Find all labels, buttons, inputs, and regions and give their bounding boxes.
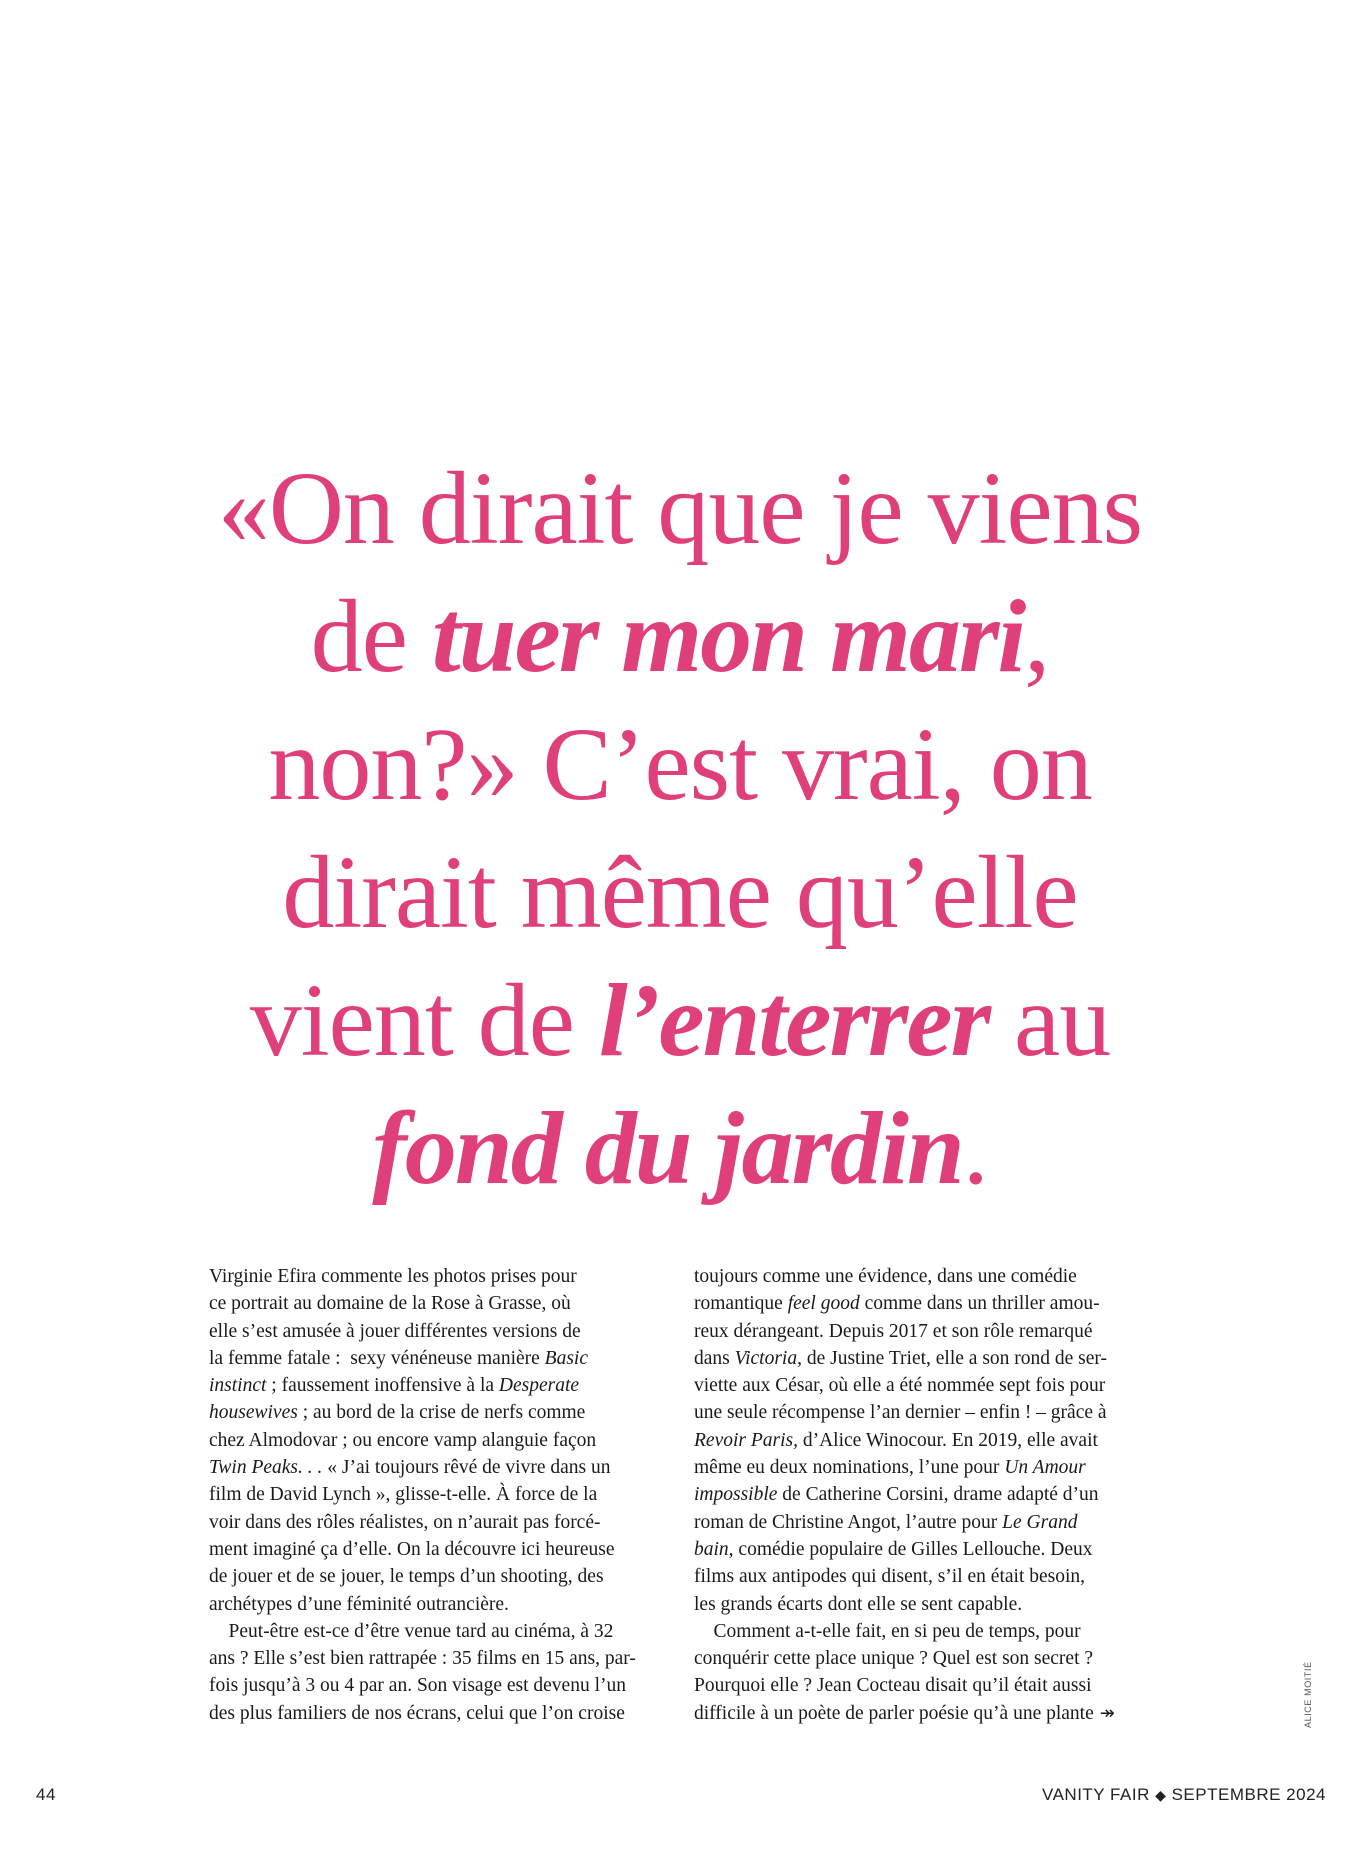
- text-run: ment imaginé ça d’elle. On la découvre ici heureuse: [209, 1538, 615, 1560]
- text-line: [694, 1318, 1149, 1345]
- text-line: [694, 1427, 1149, 1454]
- text-line: [209, 1290, 664, 1317]
- text-line: [209, 1427, 664, 1454]
- text-line: [694, 1509, 1149, 1536]
- text-run: Comment a-t-elle fait, en si peu de temps, pour: [694, 1620, 1081, 1642]
- text-run: « J’ai toujours rêvé de vivre dans un: [322, 1457, 611, 1479]
- text-run: de Justine Triet, elle a son rond de ser-: [801, 1347, 1108, 1369]
- pull-quote-line: [60, 701, 1300, 829]
- text-line: [694, 1263, 1149, 1290]
- pull-quote-text: «On dirait que je viens: [217, 451, 1143, 566]
- text-line: [694, 1618, 1149, 1645]
- pull-quote-line: [60, 1085, 1300, 1213]
- pull-quote-text: ,: [1024, 579, 1050, 694]
- text-run: , comédie populaire de Gilles Lellouche. Deux: [728, 1538, 1093, 1560]
- italic-title: instinct: [209, 1375, 267, 1397]
- pull-quote-emphasis: tuer mon mari: [431, 579, 1025, 694]
- text-run: dans: [694, 1347, 735, 1369]
- pull-quote-text: vient de: [249, 963, 599, 1078]
- text-run: voir dans des rôles réalistes, on n’aurait pas forcé-: [209, 1511, 601, 1533]
- text-line: [209, 1263, 664, 1290]
- text-run: des plus familiers de nos écrans, celui que l’on croise: [209, 1702, 625, 1724]
- text-run: une seule récompense l’an dernier – enfin ! – grâce à: [694, 1402, 1107, 1424]
- text-run: fois jusqu’à 3 ou 4 par an. Son visage est devenu l’un: [209, 1675, 627, 1697]
- text-line: [694, 1372, 1149, 1399]
- pull-quote-emphasis: l’enterrer: [598, 963, 990, 1078]
- text-line: [694, 1454, 1149, 1481]
- italic-title: Un Amour: [1004, 1457, 1086, 1479]
- text-run: difficile à un poète de parler poésie qu’à une plante: [694, 1702, 1094, 1724]
- text-line: [209, 1372, 664, 1399]
- text-line: [694, 1399, 1149, 1426]
- text-line: [209, 1563, 664, 1590]
- text-line: [209, 1399, 664, 1426]
- text-line: [694, 1591, 1149, 1618]
- italic-title: impossible: [694, 1484, 778, 1506]
- body-column-left: [209, 1263, 664, 1727]
- text-run: ans ? Elle s’est bien rattrapée : 35 films en 15 ans, par-: [209, 1648, 636, 1670]
- text-run: Peut-être est-ce d’être venue tard au cinéma, à 32: [209, 1620, 614, 1642]
- text-line: [209, 1318, 664, 1345]
- text-run: ce portrait au domaine de la Rose à Grasse, où: [209, 1293, 571, 1315]
- diamond-icon: ◆: [1155, 1787, 1167, 1803]
- italic-title: Victoria,: [734, 1347, 802, 1369]
- page-footer: [36, 1785, 1326, 1809]
- text-run: ; au bord de la crise de nerfs comme: [297, 1402, 586, 1424]
- pull-quote: [60, 445, 1300, 1213]
- body-column-right: [694, 1263, 1149, 1727]
- text-run: Virginie Efira commente les photos prises pour: [209, 1266, 577, 1287]
- pull-quote-emphasis: fond du jardin: [372, 1091, 963, 1206]
- pull-quote-text: de: [310, 579, 432, 694]
- pull-quote-text: non?» C’est vrai, on: [268, 707, 1092, 822]
- text-line: [694, 1290, 1149, 1317]
- text-run: Pourquoi elle ? Jean Cocteau disait qu’il était aussi: [694, 1675, 1092, 1697]
- text-line: [209, 1454, 664, 1481]
- text-run: de jouer et de se jouer, le temps d’un shooting, des: [209, 1566, 604, 1588]
- text-run: d’Alice Winocour. En 2019, elle avait: [797, 1429, 1098, 1451]
- pull-quote-line: [60, 829, 1300, 957]
- text-run: elle s’est amusée à jouer différentes versions de: [209, 1320, 581, 1342]
- pull-quote-line: [60, 445, 1300, 573]
- photo-credit: ALICE MOITIÉ: [1303, 1661, 1313, 1728]
- italic-title: Twin Peaks. . .: [209, 1457, 323, 1479]
- double-chevron-right-icon: ↠: [1099, 1702, 1115, 1724]
- text-line: [694, 1563, 1149, 1590]
- text-line: [209, 1591, 664, 1618]
- text-run: ; faussement inoffensive à la: [266, 1375, 499, 1397]
- text-run: toujours comme une évidence, dans une comédie: [694, 1266, 1077, 1287]
- text-line: [694, 1536, 1149, 1563]
- text-line: [694, 1700, 1149, 1727]
- pull-quote-text: au: [989, 963, 1111, 1078]
- text-line: [209, 1672, 664, 1699]
- folio: [1042, 1785, 1326, 1805]
- text-run: les grands écarts dont elle se sent capable.: [694, 1593, 1023, 1615]
- text-run: film de David Lynch », glisse-t-elle. À force de la: [209, 1484, 598, 1506]
- text-line: [694, 1481, 1149, 1508]
- text-run: archétypes d’une féminité outrancière.: [209, 1593, 509, 1615]
- text-run: chez Almodovar ; ou encore vamp alanguie façon: [209, 1429, 597, 1451]
- text-run: viette aux César, où elle a été nommée sept fois pour: [694, 1375, 1106, 1397]
- text-run: comme dans un thriller amou-: [859, 1293, 1100, 1315]
- text-run: romantique: [694, 1293, 788, 1315]
- text-run: roman de Christine Angot, l’autre pour: [694, 1511, 1003, 1533]
- text-line: [209, 1536, 664, 1563]
- italic-title: housewives: [209, 1402, 298, 1424]
- text-line: [694, 1345, 1149, 1372]
- italic-title: feel good: [787, 1293, 860, 1315]
- page-number: 44: [36, 1785, 56, 1804]
- italic-title: Basic: [544, 1347, 588, 1369]
- text-line: [694, 1672, 1149, 1699]
- text-run: conquérir cette place unique ? Quel est son secret ?: [694, 1648, 1094, 1670]
- text-run: reux dérangeant. Depuis 2017 et son rôle remarqué: [694, 1320, 1093, 1342]
- text-run: même eu deux nominations, l’une pour: [694, 1457, 1005, 1479]
- pull-quote-text: dirait même qu’elle: [282, 835, 1078, 950]
- pull-quote-line: [60, 957, 1300, 1085]
- italic-title: Desperate: [498, 1375, 580, 1397]
- pull-quote-text: .: [962, 1091, 988, 1206]
- text-line: [209, 1509, 664, 1536]
- text-line: [209, 1481, 664, 1508]
- italic-title: Le Grand: [1002, 1511, 1078, 1533]
- italic-title: Revoir Paris,: [694, 1429, 798, 1451]
- text-line: [209, 1700, 664, 1727]
- issue-date: SEPTEMBRE 2024: [1171, 1785, 1326, 1804]
- text-line: [209, 1618, 664, 1645]
- text-line: [209, 1645, 664, 1672]
- text-line: [694, 1645, 1149, 1672]
- italic-title: bain: [694, 1538, 729, 1560]
- text-run: films aux antipodes qui disent, s’il en était besoin,: [694, 1566, 1086, 1588]
- text-line: [209, 1345, 664, 1372]
- text-run: la femme fatale : sexy vénéneuse manière: [209, 1347, 545, 1369]
- text-run: de Catherine Corsini, drame adapté d’un: [777, 1484, 1099, 1506]
- pull-quote-line: [60, 573, 1300, 701]
- magazine-name: VANITY FAIR: [1042, 1785, 1150, 1804]
